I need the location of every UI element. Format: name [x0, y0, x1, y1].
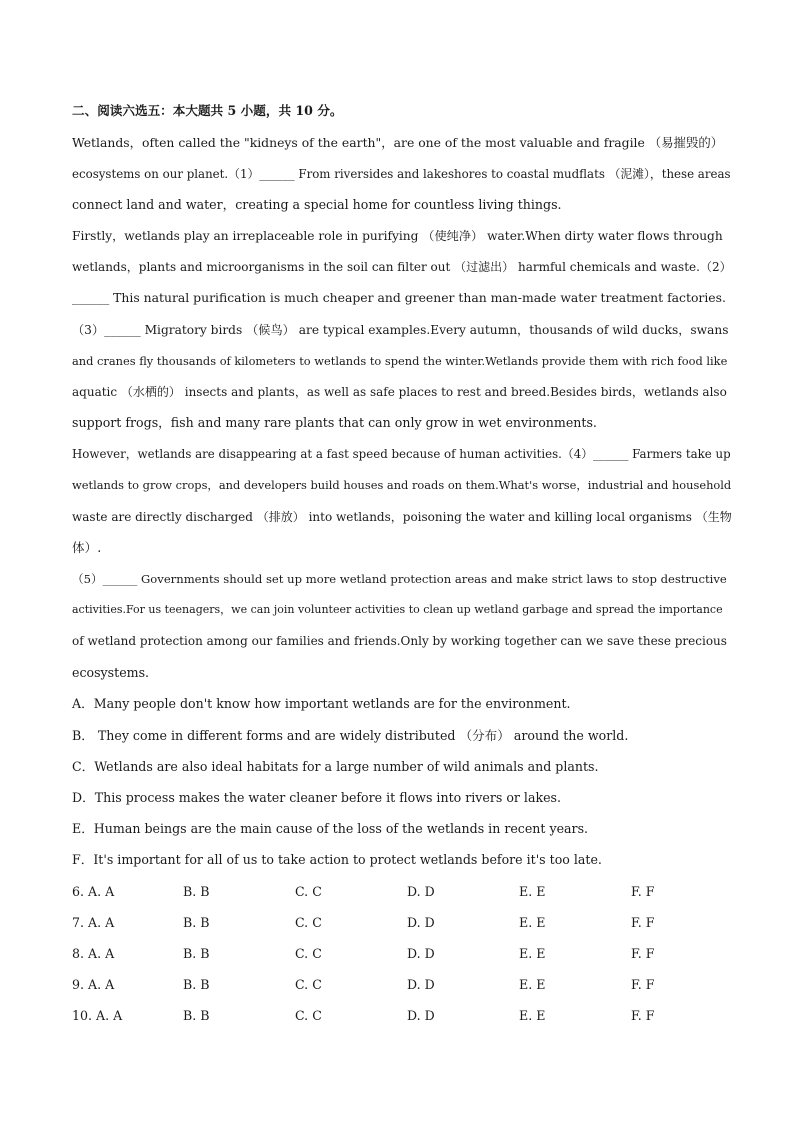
choice-e[interactable]: E. E [519, 915, 546, 930]
choice-d[interactable]: D. D [407, 946, 435, 961]
section-title: 二、阅读六选五：本大题共 5 小题，共 10 分。 [72, 103, 343, 118]
choice-f[interactable]: F. F [631, 1008, 655, 1023]
choice-a[interactable]: 9. A. A [72, 977, 115, 992]
choice-d[interactable]: D. D [407, 977, 435, 992]
choice-c[interactable]: C. C [295, 977, 322, 992]
option-e: E．Human beings are the main cause of the loss of the wetlands in recent years. [72, 821, 589, 836]
passage-line: ______ This natural purification is much cheaper and greener than man-made water treatment factories. [72, 290, 726, 305]
passage-line: support frogs，fish and many rare plants that can only grow in wet environments. [72, 415, 597, 430]
choice-c[interactable]: C. C [295, 946, 322, 961]
choice-e[interactable]: E. E [519, 1008, 546, 1023]
choice-e[interactable]: E. E [519, 946, 546, 961]
choice-a[interactable]: 10. A. A [72, 1008, 123, 1023]
option-f: F．It's important for all of us to take action to protect wetlands before it's too late. [72, 852, 602, 867]
passage-line: （5）______ Governments should set up more wetland protection areas and make strict laws to stop destructive [72, 572, 727, 586]
choice-c[interactable]: C. C [295, 1008, 322, 1023]
choice-c[interactable]: C. C [295, 915, 322, 930]
passage-line: and cranes fly thousands of kilometers to wetlands to spend the winter.Wetlands provide them with rich food like [72, 354, 728, 368]
passage-line: wetlands，plants and microorganisms in the soil can filter out （过滤出） harmful chemicals and waste.（2） [72, 260, 732, 274]
choice-f[interactable]: F. F [631, 977, 655, 992]
choice-e[interactable]: E. E [519, 977, 546, 992]
choice-a[interactable]: 7. A. A [72, 915, 115, 930]
passage-line: Firstly，wetlands play an irreplaceable role in purifying （使纯净） water.When dirty water flows through [72, 229, 723, 243]
passage-line: of wetland protection among our families and friends.Only by working together can we save these precious [72, 634, 727, 648]
choice-b[interactable]: B. B [183, 884, 210, 899]
choice-d[interactable]: D. D [407, 884, 435, 899]
choice-e[interactable]: E. E [519, 884, 546, 899]
choice-a[interactable]: 8. A. A [72, 946, 115, 961]
choice-b[interactable]: B. B [183, 1008, 210, 1023]
passage-line: Wetlands，often called the "kidneys of the earth"，are one of the most valuable and fragile （易摧毁的） [72, 135, 724, 150]
passage-line: waste are directly discharged （排放） into wetlands，poisoning the water and killing local organisms （生物 [72, 510, 732, 524]
choice-f[interactable]: F. F [631, 946, 655, 961]
option-a: A．Many people don't know how important wetlands are for the environment. [72, 696, 571, 711]
choice-a[interactable]: 6. A. A [72, 884, 115, 899]
passage-line: ecosystems on our planet.（1）______ From riversides and lakeshores to coastal mudflats （泥滩），these areas [72, 167, 731, 181]
passage-line: ecosystems. [72, 665, 150, 680]
passage-line: （3）______ Migratory birds （候鸟） are typical examples.Every autumn，thousands of wild ducks，swans [72, 323, 729, 337]
choice-b[interactable]: B. B [183, 977, 210, 992]
passage-line: However，wetlands are disappearing at a fast speed because of human activities.（4）______ Farmers take up [72, 447, 731, 461]
choice-d[interactable]: D. D [407, 1008, 435, 1023]
choice-b[interactable]: B. B [183, 915, 210, 930]
passage-line: wetlands to grow crops，and developers build houses and roads on them.What's worse，industrial and household [72, 478, 732, 492]
passage-line: aquatic （水栖的） insects and plants，as well as safe places to rest and breed.Besides birds，wetlands also [72, 385, 727, 399]
option-c: C．Wetlands are also ideal habitats for a large number of wild animals and plants. [72, 759, 599, 774]
choice-c[interactable]: C. C [295, 884, 322, 899]
option-d: D．This process makes the water cleaner before it flows into rivers or lakes. [72, 790, 562, 805]
choice-b[interactable]: B. B [183, 946, 210, 961]
choice-f[interactable]: F. F [631, 884, 655, 899]
option-b: B． They come in different forms and are widely distributed （分布） around the world. [72, 728, 629, 743]
passage-line: 体）. [72, 540, 102, 555]
choice-d[interactable]: D. D [407, 915, 435, 930]
choice-f[interactable]: F. F [631, 915, 655, 930]
passage-line: connect land and water，creating a special home for countless living things. [72, 197, 562, 212]
passage-line: activities.For us teenagers，we can join volunteer activities to clean up wetland garbage and spread the importance [72, 603, 723, 616]
